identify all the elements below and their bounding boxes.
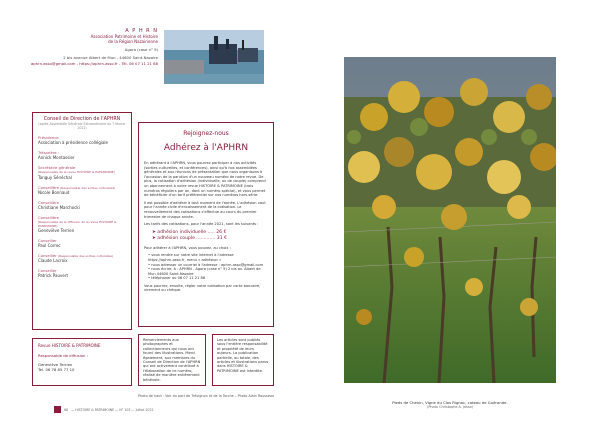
org-name-line1: Association Patrimoine et Histoire [90,34,158,39]
role-name: Association à présidence collégiale [38,140,108,145]
caption-credit: (Photo Christophe A. Josso) [427,405,473,409]
role-title: Conseiller [38,267,57,273]
article-notice-text: Les articles sont publiés sous l'entière responsabilité et propriété de leurs auteurs. La publication partielle, ou totale, des articles et illustrations parus dans HISTOIRE & PATRIMOINE est interdite. [217,338,269,373]
membership-paragraph: Les tarifs des cotisations, pour l'année 2021, sont les suivants : [144,222,259,227]
role-name: Tanguy Sénéchal [38,174,72,180]
revue-contact-name: Geneviève Terrien [38,362,73,367]
board-role [38,150,126,160]
article-notice-box [212,334,274,386]
membership-paragraph: Pour adhérer à l'APHRN, vous pouvez, au choix : [144,245,231,250]
board-title: Conseil de Direction de l'APHRN [43,117,121,122]
org-name-line2: de la Région Nazairienne [108,39,158,44]
board-role [38,200,126,210]
board-role [38,165,126,180]
role-name: Claude Lacroix [38,257,68,263]
board-box [32,112,132,330]
role-note: (Responsable de la diffusion de la revue HISTOIRE & PATRIMOINE) [38,219,117,228]
revue-box [32,338,132,386]
caption-text: Pieds de Chenin, Vigne du Clos Rignac, coteau de Guérande. [392,400,508,405]
association-header [20,28,158,66]
role-title: Conseillère [38,214,60,220]
harbor-photo [164,30,264,84]
role-title: Trésorière : [38,150,60,155]
list-item: • nous écrire, à : APHRN - Agora (case n° 9) 2 bis av. Albert de Mun 44600 Saint-Nazaire [148,267,268,276]
role-title: Présidence [38,135,59,140]
revue-title: Revue HISTOIRE & PATRIMOINE [38,343,101,348]
membership-paragraph: Il est possible d'adhérer à tout moment de l'année. L'adhésion vaut pour l'année civile d'encaissement de la cotisation. Le renouvellement des cotisations s'effectue au cours du premier trimestre de chaque année. [144,200,266,219]
join-heading: Rejoignez-nous [183,130,229,137]
role-name: Patrick Pauvert [38,272,69,278]
role-name: Christiane Marchocki [38,204,80,210]
photo-footnote: Photo de haut : Voir du port de Trévignon et de la Torche – Photo Alain Rousseau [138,394,275,398]
role-name: Paul Correc [38,242,61,248]
role-title: Conseiller [38,237,57,243]
join-options-list [148,253,268,281]
role-name: Annick Montassier [38,155,75,160]
role-name: Nicole Bonnaud [38,189,70,195]
membership-paragraph: Vous pourrez, ensuite, régler votre cotisation par carte bancaire, virement ou chèque. [144,283,261,293]
role-title: Secrétaire générale [38,165,76,170]
role-title: Conseiller [38,252,57,258]
board-role [38,238,126,248]
photo-caption [344,400,556,410]
board-role [38,268,126,278]
board-role [38,185,126,195]
membership-box [138,122,274,327]
board-role [38,215,126,233]
membership-title: Adhérez à l'APHRN [163,143,249,153]
address-line2: 2 bis avenue Albert de Mun - 44600 Saint-Nazaire [63,55,158,60]
org-acronym: A P H R N [125,28,158,34]
role-title: Conseillère [38,199,60,205]
fee-couple: ➤ adhésion couple ............. 31 € [152,235,228,241]
revue-contact-phone: Tel. 06 78 85 77 10 [38,366,75,372]
board-subtitle: (après Assemblée Générale Extraordinaire du 7 février 2022) [38,122,126,130]
list-item: • téléphoner au 06 07 11 21 88 [148,276,268,281]
contact-line: aphrn.asso@gmail.com - https://aphrn.asso.fr - Tél. 06 07 11 21 88 [30,61,158,66]
thanks-text: Remerciements aux photographes et collectionneurs qui nous ont fourni des illustrations. Merci également, aux membres du Conseil de Direction de l'APHRN qui ont activement contribué à l'élaboration de ce numéro, réalisé de manière entièrement bénévole. [143,338,201,382]
role-title: Conseillère [38,184,60,190]
role-note: (Responsable de la revue HISTOIRE & PATRIMOINE) [38,170,115,174]
role-note: (Responsable des sorties culturelles) [60,185,116,190]
footer-square-icon [54,406,61,413]
page-number: 68 [64,407,69,412]
fee-individual: ➤ adhésion individuelle ..... 26 € [152,229,227,235]
list-item: • nous adresser un courriel à l'adresse : aphrn.asso@gmail.com [148,263,268,268]
thanks-box [138,334,206,386]
role-name: Geneviève Terrien [38,227,75,233]
vineyard-photo [344,57,556,383]
list-item: • vous rendre sur notre site internet à l'adresse https://aphrn.asso.fr, menu « adhésion » [148,253,268,262]
role-note: (Responsable des sorties culturelles) [57,253,114,258]
board-role [38,253,126,263]
right-page [300,0,600,424]
revue-responsible-label: Responsable de diffusion : [38,353,88,358]
address-line1: Agora (case n° 9) [124,47,158,52]
page-footer [54,406,274,413]
board-role [38,135,126,145]
membership-paragraph: En adhérant à l'APHRN, vous pourrez participer à nos activités (sorties culturelles, et conférences), ainsi qu'à nos assemblées générales et aux réunions de présentation que nous organisons à l'occasion de la parution d'un nouveau numéro de notre revue. De plus, la cotisation d'adhésion (individuelle, ou de couple) comprend un abonnement à notre revue HISTOIRE & PATRIMOINE (trois numéros réguliers par an, dont un numéro spécial), et vous permet de bénéficier d'un tarif préférentiel sur nos numéros hors-série. [144,161,266,198]
footer-text: — HISTOIRE & PATRIMOINE — N° 103 — juillet 2022 [71,407,154,412]
